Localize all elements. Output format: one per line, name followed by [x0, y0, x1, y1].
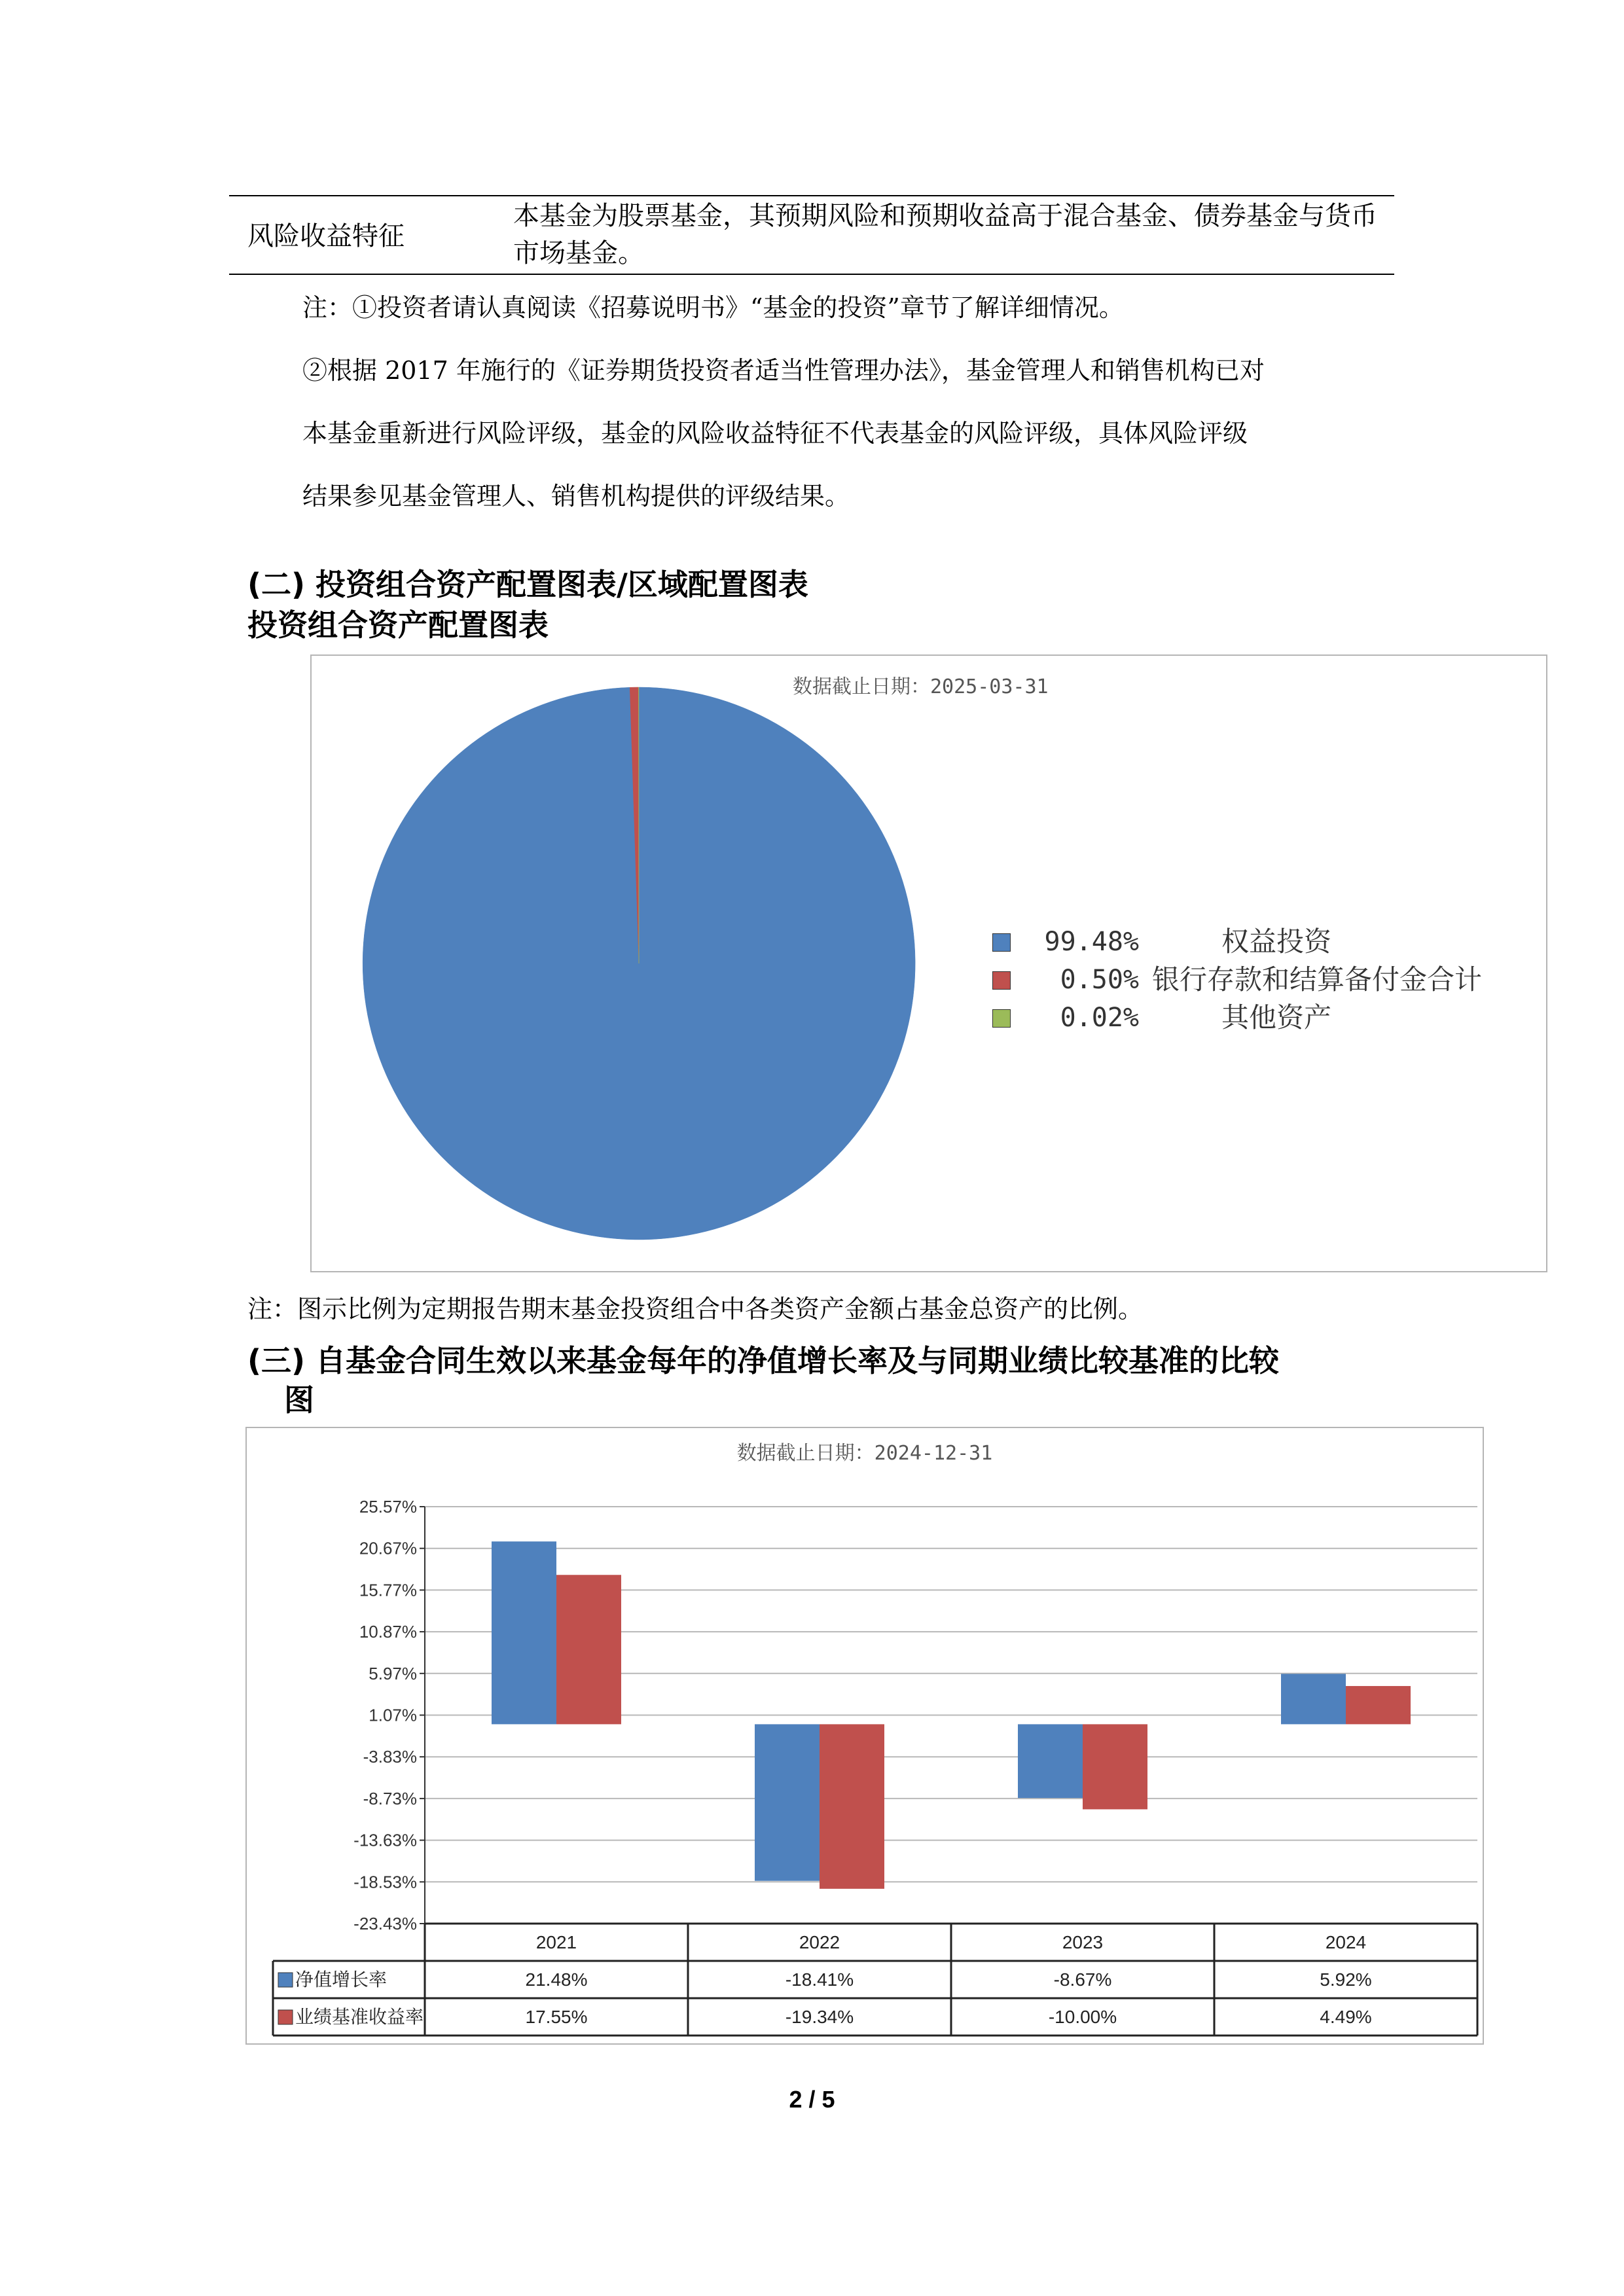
bar-业绩基准收益率-2022 [820, 1724, 884, 1888]
data-label: -8.67% [1053, 1969, 1112, 1990]
note-1: 注：①投资者请认真阅读《招募说明书》“基金的投资”章节了解详细情况。 [302, 293, 1124, 322]
y-tick-label: 10.87% [359, 1622, 417, 1642]
legend-swatch-red [992, 971, 1011, 990]
y-tick-label: 1.07% [369, 1705, 417, 1725]
page-number: 2 / 5 [789, 2086, 835, 2113]
legend-swatch-blue [992, 933, 1011, 952]
x-category-label: 2024 [1325, 1932, 1367, 1952]
y-tick-label: 15.77% [359, 1580, 417, 1600]
note-2-line-3: 结果参见基金管理人、销售机构提供的评级结果。 [302, 482, 850, 511]
y-tick-label: -3.83% [363, 1747, 417, 1767]
data-label: 21.48% [525, 1969, 588, 1990]
section-3-heading-line-1: (三) 自基金合同生效以来基金每年的净值增长率及与同期业绩比较基准的比较 [247, 1343, 1280, 1378]
series-name: 业绩基准收益率 [295, 2006, 424, 2028]
bar-chart-frame [245, 1427, 1484, 2045]
note-2-line-1: ②根据 2017 年施行的《证券期货投资者适当性管理办法》，基金管理人和销售机构已对 [302, 356, 1265, 385]
y-tick-label: -23.43% [353, 1914, 417, 1933]
bar-chart-date: 数据截止日期：2024-12-31 [736, 1442, 993, 1465]
bar-净值增长率-2023 [1018, 1724, 1083, 1798]
table-bottom-rule [229, 274, 1394, 275]
series-swatch [278, 1973, 293, 1987]
legend-pct: 0.02% [1060, 1003, 1139, 1033]
bar-净值增长率-2024 [1281, 1674, 1346, 1724]
y-tick-label: -8.73% [363, 1788, 417, 1808]
note-2-line-2: 本基金重新进行风险评级，基金的风险收益特征不代表基金的风险评级，具体风险评级 [302, 419, 1248, 448]
y-tick-label: -18.53% [353, 1872, 417, 1892]
bar-业绩基准收益率-2023 [1083, 1724, 1147, 1809]
legend-swatch-green [992, 1009, 1011, 1028]
risk-label: 风险收益特征 [247, 221, 405, 251]
section-3-heading-line-2: 图 [284, 1382, 314, 1418]
x-category-label: 2021 [535, 1932, 577, 1952]
legend-name: 权益投资 [1221, 925, 1332, 958]
bar-业绩基准收益率-2024 [1346, 1686, 1411, 1724]
bar-净值增长率-2022 [755, 1724, 820, 1880]
data-label: -18.41% [785, 1969, 854, 1990]
series-swatch [278, 2010, 293, 2024]
pie-chart-date: 数据截止日期：2025-03-31 [793, 675, 1049, 698]
pie-note: 注：图示比例为定期报告期末基金投资组合中各类资产金额占基金总资产的比例。 [247, 1295, 1144, 1323]
section-2-subheading: 投资组合资产配置图表 [247, 607, 549, 643]
legend-name: 银行存款和结算备付金合计 [1152, 963, 1483, 996]
data-label: 4.49% [1320, 2007, 1372, 2027]
y-tick-label: 20.67% [359, 1538, 417, 1558]
x-category-label: 2022 [799, 1932, 840, 1952]
pie-chart [312, 656, 966, 1271]
pie-chart-frame [310, 655, 1547, 1272]
legend-name: 其他资产 [1221, 1001, 1332, 1033]
y-tick-label: -13.63% [353, 1830, 417, 1850]
data-label: 17.55% [525, 2007, 588, 2027]
y-tick-label: 5.97% [369, 1663, 417, 1683]
y-tick-label: 25.57% [359, 1497, 417, 1516]
data-label: 5.92% [1320, 1969, 1372, 1990]
risk-text: 本基金为股票基金，其预期风险和预期收益高于混合基金、债券基金与货币市场基金。 [513, 201, 1377, 268]
bar-业绩基准收益率-2021 [556, 1575, 621, 1724]
bar-净值增长率-2021 [492, 1541, 556, 1724]
series-name: 净值增长率 [295, 1969, 388, 1990]
data-label: -19.34% [785, 2007, 854, 2027]
legend-pct: 0.50% [1060, 965, 1139, 995]
section-2-heading: (二) 投资组合资产配置图表/区域配置图表 [247, 567, 808, 602]
x-category-label: 2023 [1062, 1932, 1104, 1952]
legend-pct: 99.48% [1044, 927, 1139, 957]
table-top-rule [229, 195, 1394, 196]
data-label: -10.00% [1048, 2007, 1117, 2027]
bar-chart [247, 1428, 1483, 2043]
